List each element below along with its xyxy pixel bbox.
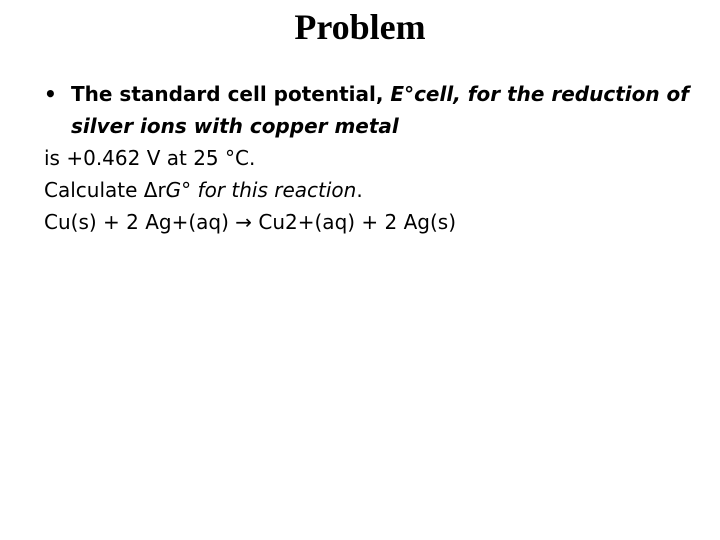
bullet-text-italic: , for the reduction of silver ions with copper metal	[71, 82, 689, 138]
calculate-prefix: Calculate	[44, 178, 144, 202]
bullet-marker: •	[44, 82, 57, 106]
cell-potential-symbol: E°cell	[390, 82, 454, 106]
potential-value-line: is +0.462 V at 25 °C.	[44, 146, 256, 170]
reaction-equation: Cu(s) + 2 Ag+(aq) → Cu2+(aq) + 2 Ag(s)	[44, 210, 457, 234]
delta-r-symbol: Δr	[143, 178, 166, 202]
calculate-line	[44, 174, 704, 206]
slide-body	[44, 78, 704, 238]
bullet-point	[44, 78, 704, 142]
gibbs-symbol: G°	[165, 178, 192, 202]
calculate-period: .	[356, 178, 363, 202]
bullet-text: The standard cell potential,	[71, 82, 391, 106]
calculate-italic-text: for this reaction	[191, 178, 357, 202]
slide-title: Problem	[294, 7, 426, 47]
